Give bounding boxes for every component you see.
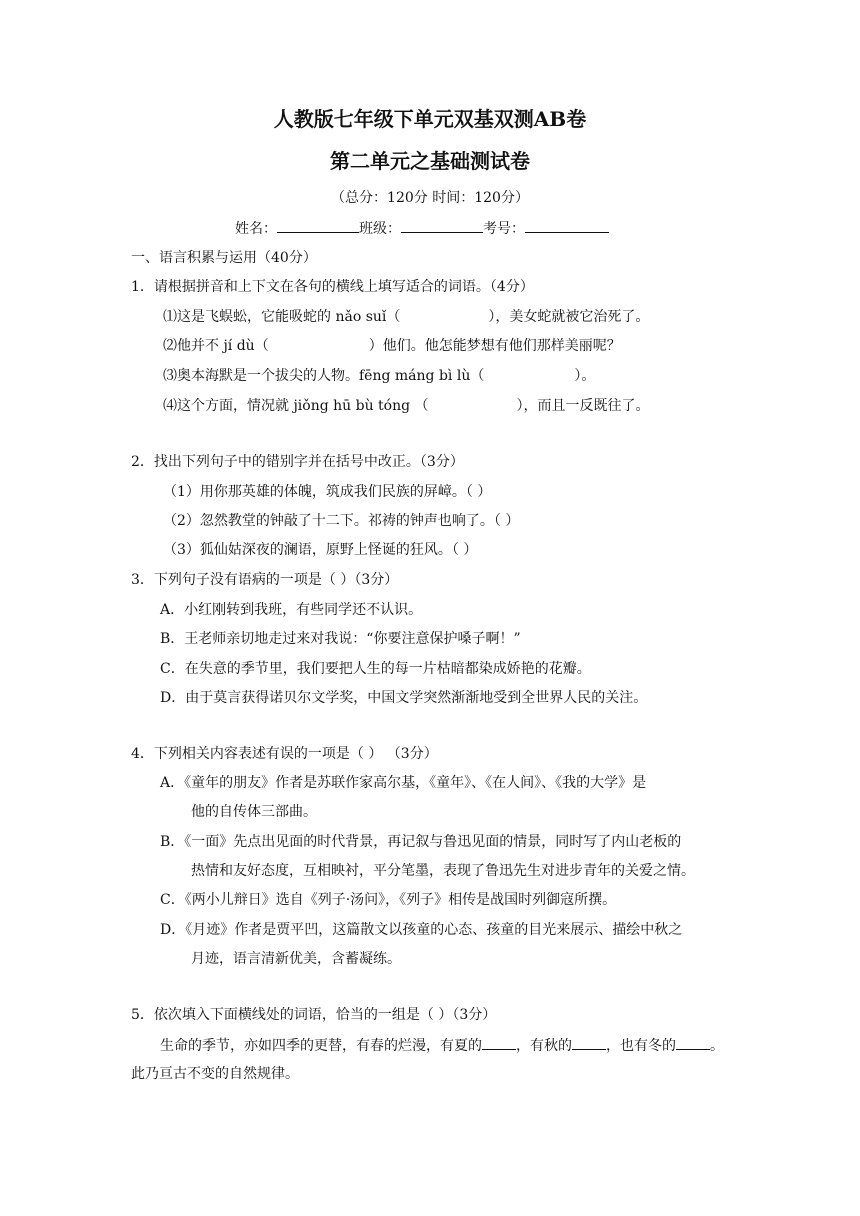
question-2-stem: 2．找出下列句子中的错别字并在括号中改正。（3分） [131, 454, 464, 470]
name-blank [277, 218, 359, 233]
question-4-option-d: D．《月迹》作者是贾平凹，这篇散文以孩童的心态、孩童的目光来展示、描绘中秋之 [160, 922, 683, 938]
id-blank [525, 218, 609, 233]
class-label: 班级： [359, 221, 401, 237]
question-1-item: ⑴这是飞蜈蚣，它能吸蛇的 nǎo suǐ（ ），美女蛇就被它治死了。 [163, 309, 650, 325]
name-label: 姓名： [235, 221, 277, 237]
question-3-option-b: B．王老师亲切地走过来对我说：“你要注意保护嗓子啊！” [160, 631, 521, 647]
question-5-passage-cont: 此乃亘古不变的自然规律。 [131, 1066, 299, 1082]
question-4-option-a: A．《童年的朋友》作者是苏联作家高尔基，《童年》、《在人间》、《我的大学》是 [160, 775, 647, 791]
question-1-item: ⑶奥本海默是一个拔尖的人物。fēng máng bì lù（ ）。 [163, 368, 596, 384]
question-4-stem: 4．下列相关内容表述有误的一项是（ ） （3分） [131, 746, 438, 762]
question-1-item: ⑵他并不 jí dù（ ）他们。他怎能梦想有他们那样美丽呢？ [163, 338, 621, 354]
question-2-item: （1）用你那英雄的体魄，筑成我们民族的屏嶂。（ ） [163, 484, 492, 500]
student-info-row [235, 218, 609, 239]
question-3-option-c: C．在失意的季节里，我们要把人生的每一片枯暗都染成娇艳的花瓣。 [160, 661, 591, 677]
question-4-option-d-cont: 月迹，语言清新优美，含蓄凝练。 [191, 951, 401, 967]
question-4-option-b: B．《一面》先点出见面的时代背景，再记叙与鲁迅见面的情景，同时写了内山老板的 [160, 834, 682, 850]
question-4-option-a-cont: 他的自传体三部曲。 [191, 804, 317, 820]
fill-blank [482, 1035, 516, 1050]
section-heading: 一、语言积累与运用（40分） [131, 250, 317, 266]
question-5-passage: 生命的季节，亦如四季的更替，有春的烂漫，有夏的 ，有秋的 ，也有冬的 。 [160, 1035, 724, 1056]
question-2-item: （2）忽然教堂的钟敲了十二下。祁祷的钟声也响了。（ ） [163, 513, 520, 529]
question-2-item: （3）狐仙姑深夜的澜语，原野上怪诞的狂风。（ ） [163, 542, 478, 558]
question-3-option-a: A．小红刚转到我班，有些同学还不认识。 [160, 602, 423, 618]
question-1-stem: 1．请根据拼音和上下文在各句的横线上填写适合的词语。（4分） [131, 279, 534, 295]
exam-meta: （总分：120分 时间：120分） [331, 190, 529, 206]
fill-blank [572, 1035, 606, 1050]
question-1-item: ⑷这个方面，情况就 jiǒng hū bù tóng （ ），而且一反既往了。 [163, 398, 650, 414]
question-3-stem: 3．下列句子没有语病的一项是（ ）（3分） [131, 572, 399, 588]
id-label: 考号： [483, 221, 525, 237]
page-title: 人教版七年级下单元双基双测AB卷 [273, 107, 587, 131]
question-3-option-d: D．由于莫言获得诺贝尔文学奖，中国文学突然渐渐地受到全世界人民的关注。 [160, 690, 648, 706]
fill-blank [676, 1035, 710, 1050]
class-blank [401, 218, 483, 233]
question-5-stem: 5．依次填入下面横线处的词语，恰当的一组是（ ）（3分） [131, 1007, 497, 1023]
question-4-option-c: C．《两小儿辩日》选自《列子·汤问》，《列子》相传是战国时列御寇所撰。 [160, 892, 617, 908]
page-subtitle: 第二单元之基础测试卷 [330, 149, 530, 173]
question-4-option-b-cont: 热情和友好态度，互相映衬，平分笔墨，表现了鲁迅先生对进步青年的关爱之情。 [191, 863, 695, 879]
